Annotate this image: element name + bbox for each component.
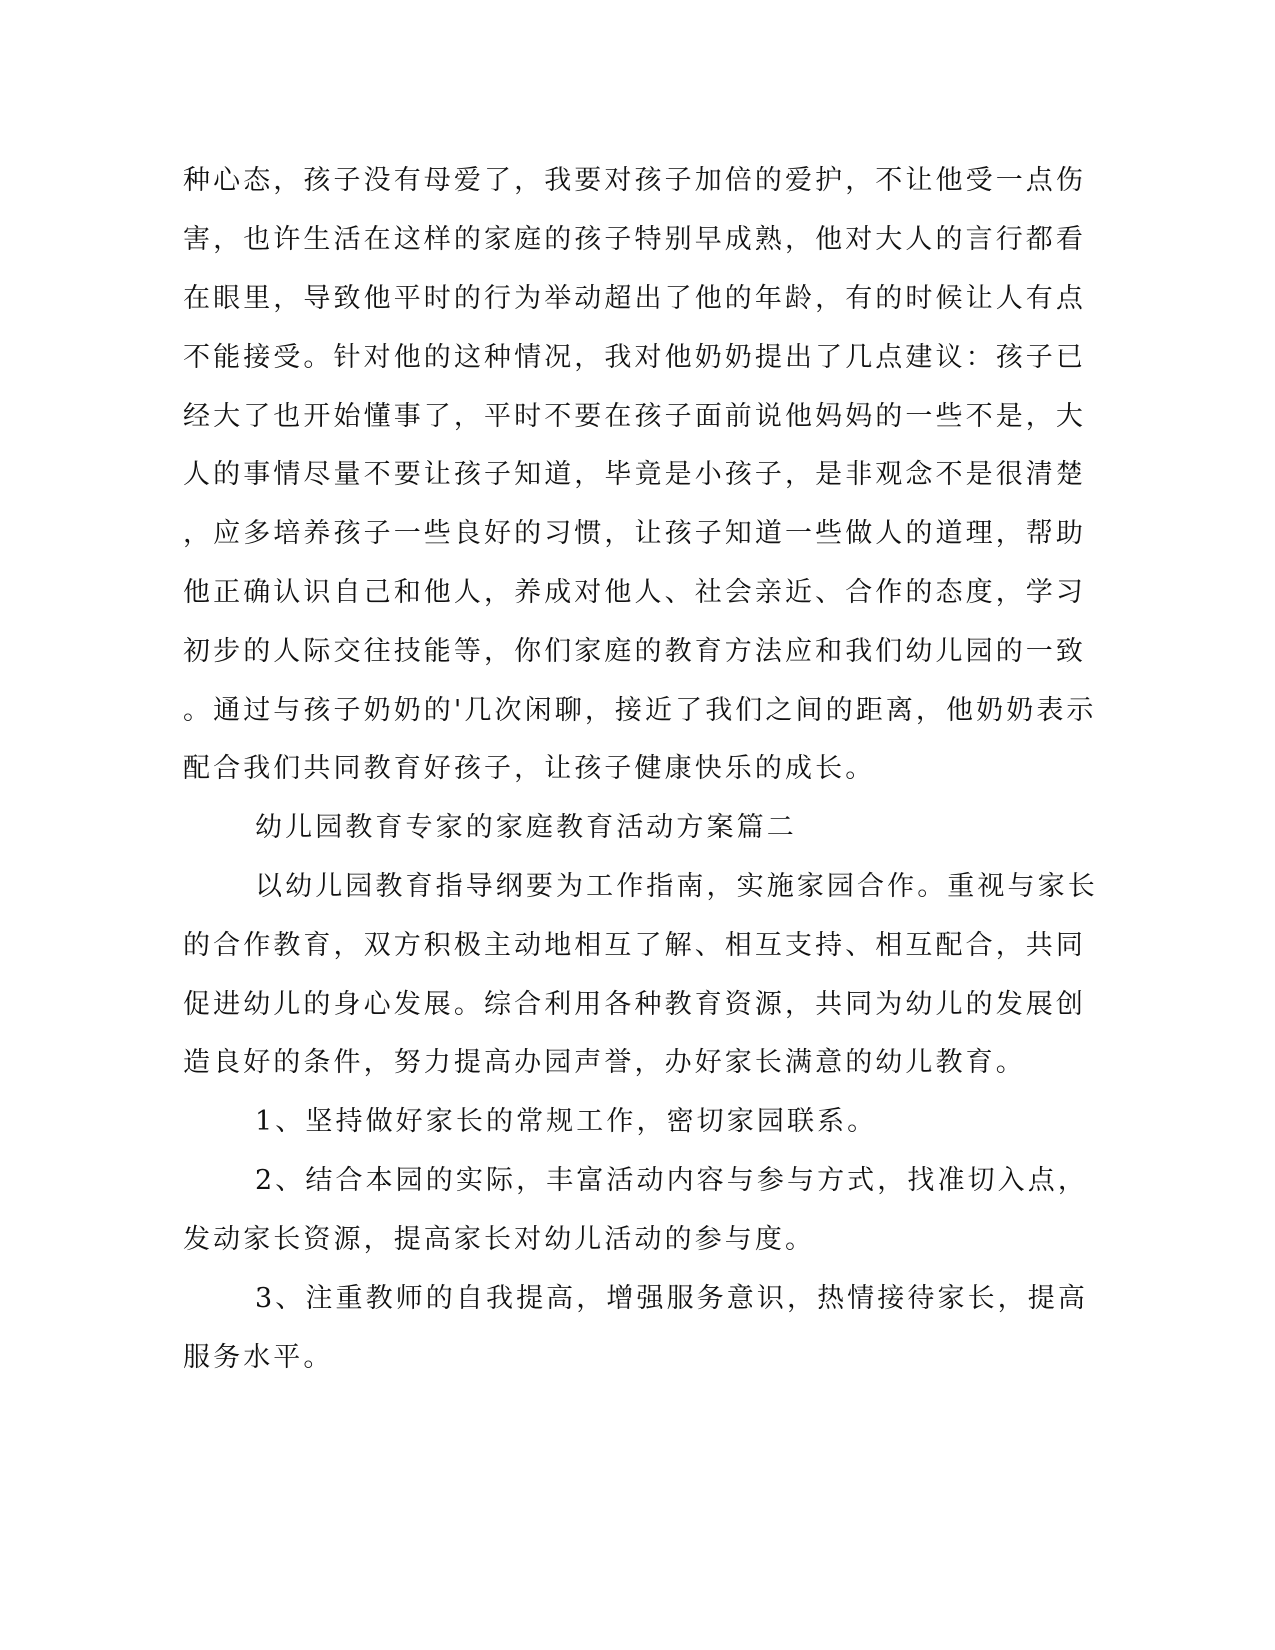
text-line: 以幼儿园教育指导纲要为工作指南，实施家园合作。重视与家长 [255,871,1098,902]
text-line: 促进幼儿的身心发展。综合利用各种教育资源，共同为幼儿的发展创 [183,989,1086,1020]
text-line: 经大了也开始懂事了，平时不要在孩子面前说他妈妈的一些不是，大 [183,401,1086,432]
text-line: 发动家长资源，提高家长对幼儿活动的参与度。 [183,1224,816,1255]
text-line: 他正确认识自己和他人，养成对他人、社会亲近、合作的态度，学习 [183,577,1086,608]
text-line: 初步的人际交往技能等，你们家庭的教育方法应和我们幼儿园的一致 [183,636,1086,667]
text-line: 的合作教育，双方积极主动地相互了解、相互支持、相互配合，共同 [183,930,1086,961]
text-line: 害，也许生活在这样的家庭的孩子特别早成熟，他对大人的言行都看 [183,224,1086,255]
text-line: 服务水平。 [183,1342,334,1373]
list-item: 2、结合本园的实际，丰富活动内容与参与方式，找准切入点， [255,1165,1088,1196]
section-heading: 幼儿园教育专家的家庭教育活动方案篇二 [255,812,797,843]
text-line: 种心态，孩子没有母爱了，我要对孩子加倍的爱护，不让他受一点伤 [183,165,1086,196]
text-line: 。通过与孩子奶奶的'几次闲聊，接近了我们之间的距离，他奶奶表示 [183,695,1097,726]
text-line: 配合我们共同教育好孩子，让孩子健康快乐的成长。 [183,753,876,784]
list-item: 1、坚持做好家长的常规工作，密切家园联系。 [255,1106,878,1137]
text-line: 人的事情尽量不要让孩子知道，毕竟是小孩子，是非观念不是很清楚 [183,459,1086,490]
text-line: 在眼里，导致他平时的行为举动超出了他的年龄，有的时候让人有点 [183,283,1086,314]
text-line: ，应多培养孩子一些良好的习惯，让孩子知道一些做人的道理，帮助 [183,518,1086,549]
text-line: 造良好的条件，努力提高办园声誉，办好家长满意的幼儿教育。 [183,1047,1026,1078]
list-item: 3、注重教师的自我提高，增强服务意识，热情接待家长，提高 [255,1283,1088,1314]
text-line: 不能接受。针对他的这种情况，我对他奶奶提出了几点建议：孩子已 [183,342,1086,373]
